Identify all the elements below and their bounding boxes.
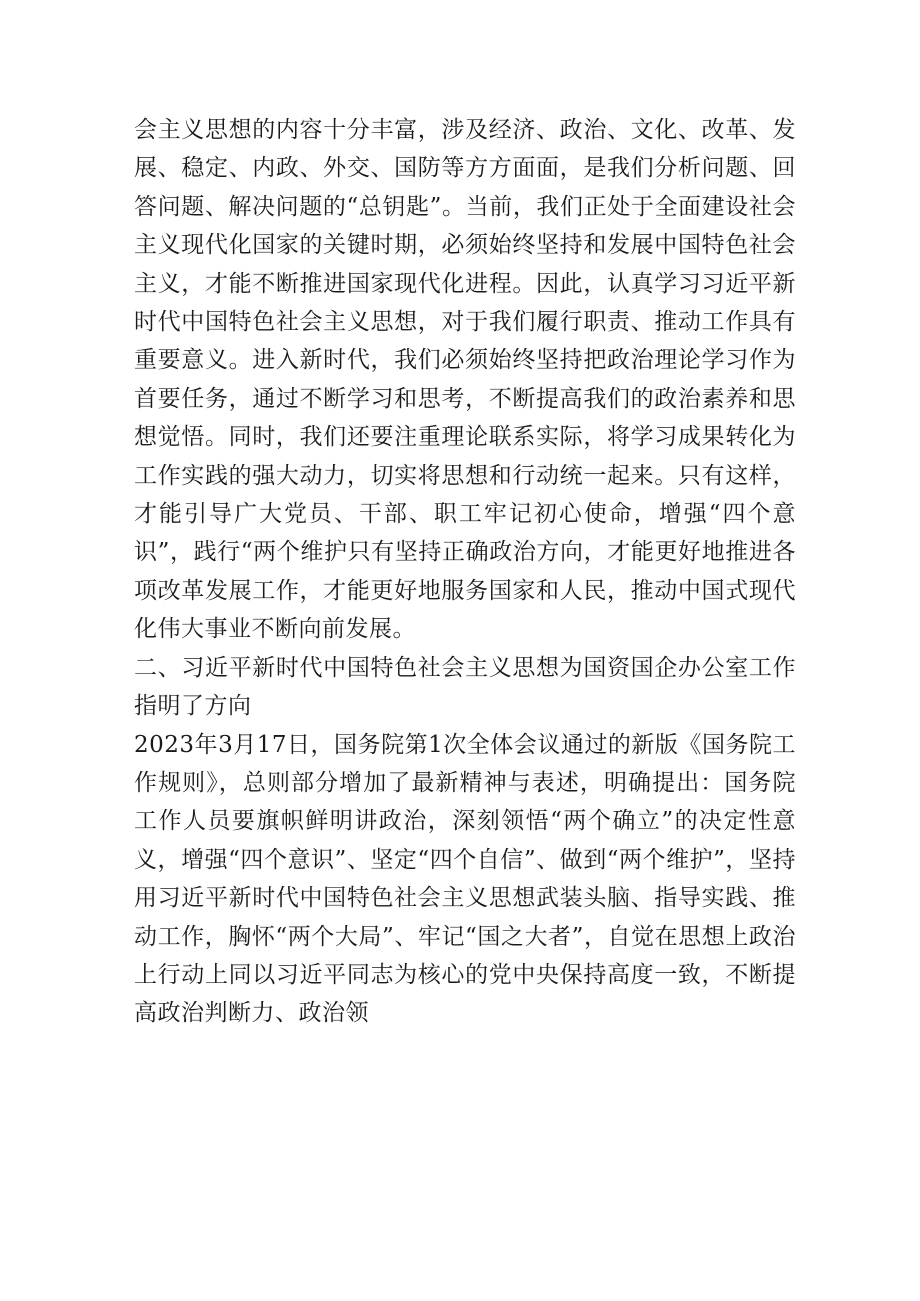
- section-heading: 二、习近平新时代中国特色社会主义思想为国资国企办公室工作指明了方向: [134, 654, 796, 720]
- body-paragraph-1: 会主义思想的内容十分丰富，涉及经济、政治、文化、改革、发展、稳定、内政、外交、国防等方方面面，是我们分析问题、回答问题、解决问题的“总钥匙”。当前，我们正处于全面建设社会主义现代化国家的关键时期，必须始终坚持和发展中国特色社会主义，才能不断推进国家现代化进程。因此，认真学习习近平新时代中国特色社会主义思想，对于我们履行职责、推动工作具有重要意义。进入新时代，我们必须始终坚持把政治理论学习作为首要任务，通过不断学习和思考，不断提高我们的政治素养和思想觉悟。同时，我们还要注重理论联系实际，将学习成果转化为工作实践的强大动力，切实将思想和行动统一起来。只有这样，才能引导广大党员、干部、职工牢记初心使命，增强“四个意识”，践行“两个维护只有坚持正确政治方向，才能更好地推进各项改革发展工作，才能更好地服务国家和人民，推动中国式现代化伟大事业不断向前发展。: [134, 117, 796, 643]
- document-body: [134, 111, 796, 1033]
- body-paragraph-2: 2023年3月17日，国务院第1次全体会议通过的新版《国务院工作规则》，总则部分增加了最新精神与表述，明确提出：国务院工作人员要旗帜鲜明讲政治，深刻领悟“两个确立”的决定性意义，增强“四个意识”、坚定“四个自信”、做到“两个维护”，坚持用习近平新时代中国特色社会主义思想武装头脑、指导实践、推动工作，胸怀“两个大局”、牢记“国之大者”，自觉在思想上政治上行动上同以习近平同志为核心的党中央保持高度一致，不断提高政治判断力、政治领: [134, 731, 796, 1027]
